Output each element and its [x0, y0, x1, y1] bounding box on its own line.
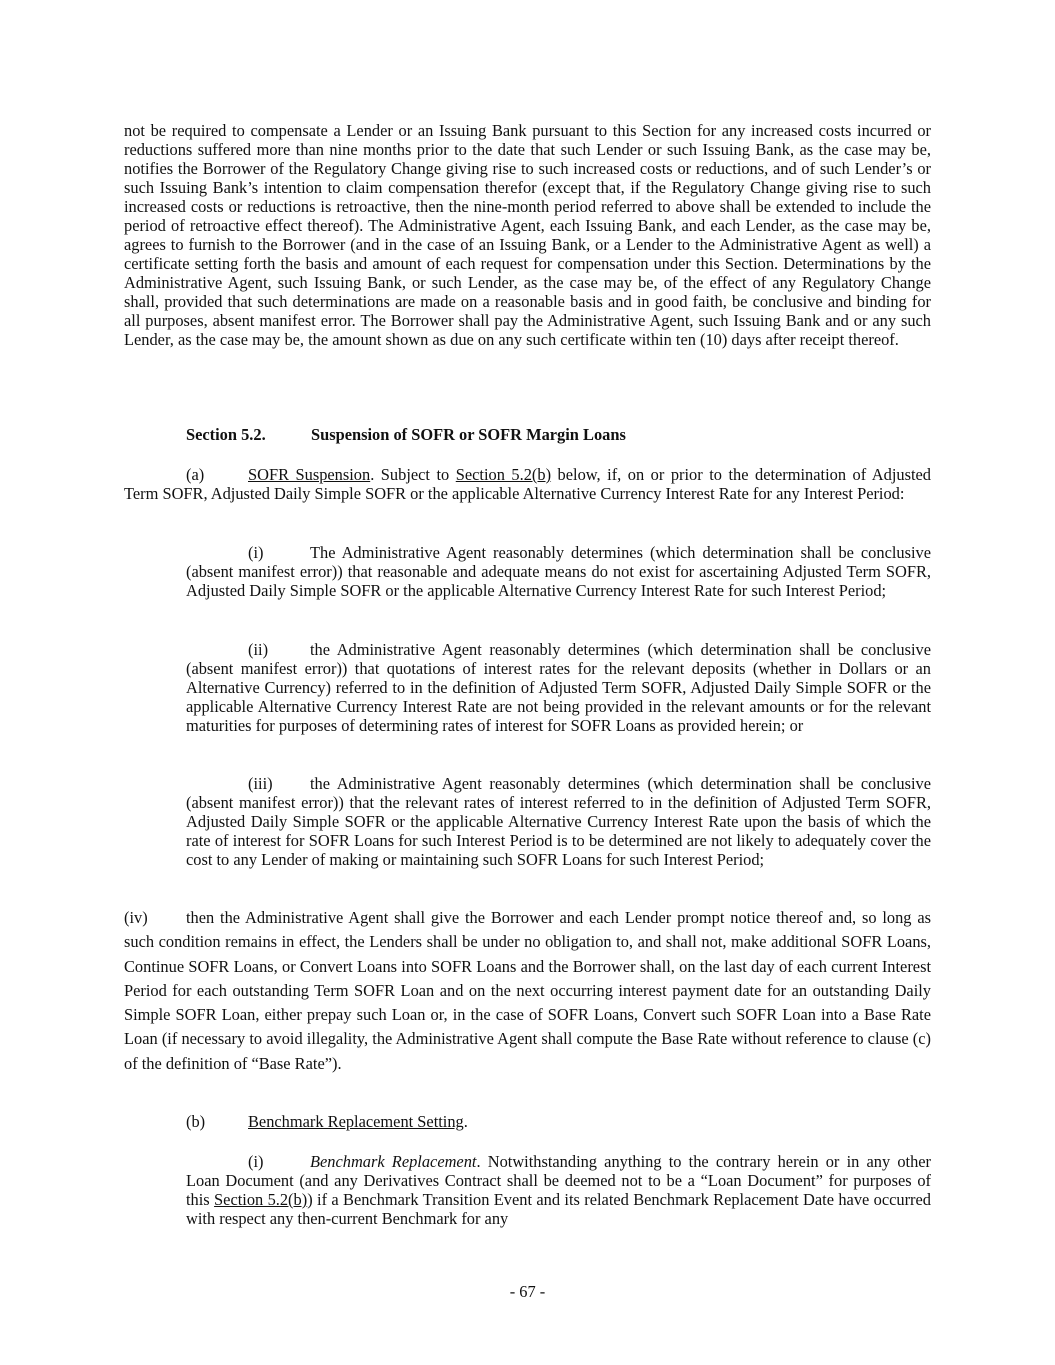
subclause-b-i	[186, 1152, 931, 1228]
subclause-i	[186, 543, 931, 600]
subclause-b-i-lead: . Notwithstanding anything to the contrary herein or in any other Loan Document (and any Derivatives Contract shall be deemed not to be a “Loan Document” for purposes of this	[186, 1152, 932, 1209]
subclause-b-i-number: (i)	[248, 1152, 264, 1171]
cross-reference-link: Section 5.2(b)	[214, 1190, 308, 1209]
subclause-iv-number: (iv)	[124, 908, 148, 927]
paragraph-compensation-continued	[124, 121, 931, 349]
page-number: - 67 -	[509, 1282, 546, 1301]
subclause-iii-text: the Administrative Agent reasonably determines (which determination shall be conclusive (absent manifest error)) that the relevant rates of interest referred to in the definition of Adjusted Term SOFR, Adjusted Daily Simple SOFR or the applicable Alternative Currency Interest Rate upon the basis of which the rate of interest for SOFR Loans for such Interest Period is to be determined are not likely to adequately cover the cost to any Lender of making or maintaining such SOFR Loans for such Interest Period;	[186, 774, 931, 869]
clause-a	[124, 465, 931, 503]
clause-b-period: .	[463, 1112, 468, 1131]
subclause-i-text: The Administrative Agent reasonably determines (which determination shall be conclusive (absent manifest error)) that reasonable and adequate means do not exist for ascertaining Adjusted Term SOFR, Adjusted Daily Simple SOFR or the applicable Alternative Currency Interest Rate for such Interest Period;	[186, 543, 931, 600]
subclause-iii-number: (iii)	[248, 774, 273, 793]
section-title: Suspension of SOFR or SOFR Margin Loans	[311, 425, 626, 444]
clause-a-number: (a)	[186, 465, 205, 484]
clause-a-title: SOFR Suspension	[248, 465, 371, 484]
subclause-iv-text: then the Administrative Agent shall give the Borrower and each Lender prompt notice thereof and, so long as such condition remains in effect, the Lenders shall be under no obligation to, and shall not, make additional SOFR Loans, Continue SOFR Loans, or Convert Loans into SOFR Loans and the Borrower shall, on the last day of each current Interest Period for each outstanding Term SOFR Loan and on the next occurring interest payment date for an outstanding Daily Simple SOFR Loan, either prepay such Loan or, in the case of SOFR Loans, Convert such SOFR Loan into a Base Rate Loan (if necessary to avoid illegality, the Administrative Agent shall compute the Base Rate without reference to clause (c) of the definition of “Base Rate”).	[124, 908, 931, 1073]
subclause-iv	[124, 906, 931, 1076]
section-heading	[186, 425, 626, 444]
cross-reference-link: Section 5.2(b)	[455, 465, 552, 484]
clause-b-number: (b)	[186, 1112, 206, 1131]
subclause-b-i-title: Benchmark Replacement	[310, 1152, 477, 1171]
paragraph-text: not be required to compensate a Lender or an Issuing Bank pursuant to this Section for any increased costs incurred or reductions suffered more than nine months prior to the date that such Lender or such Issuing Bank, as the case may be, notifies the Borrower of the Regulatory Change giving rise to such increased costs or reductions, and of such Lender’s or such Issuing Bank’s intention to claim compensation therefor (except that, if the Regulatory Change giving rise to such increased costs or reductions is retroactive, then the nine-month period referred to above shall be extended to include the period of retroactive effect thereof). The Administrative Agent, each Issuing Bank, and each Lender, as the case may be, agrees to furnish to the Borrower (and in the case of an Issuing Bank, or a Lender to the Administrative Agent as well) a certificate setting forth the basis and amount of each request for compensation under this Section. Determinations by the Administrative Agent, such Issuing Bank, or such Lender, as the case may be, of the effect of any Regulatory Change shall, provided that such determinations are made on a reasonable basis and in good faith, be conclusive and binding for all purposes, absent manifest error. The Borrower shall pay the Administrative Agent, such Issuing Bank and or any such Lender, as the case may be, the amount shown as due on any such certificate within ten (10) days after receipt thereof.	[124, 121, 931, 349]
subclause-ii	[186, 640, 931, 735]
subclause-ii-text: the Administrative Agent reasonably determines (which determination shall be conclusive (absent manifest error)) that quotations of interest rates for the relevant deposits (whether in Dollars or an Alternative Currency) referred to in the definition of Adjusted Term SOFR, Adjusted Daily Simple SOFR or the applicable Alternative Currency Interest Rate are not being provided in the relevant amounts or for the relevant maturities for purposes of determining rates of interest for SOFR Loans as provided herein; or	[186, 640, 931, 735]
subclause-ii-number: (ii)	[248, 640, 269, 659]
clause-b	[124, 1112, 931, 1131]
subclause-iii	[186, 774, 931, 869]
clause-a-text: below, if, on or prior to the determination of Adjusted Term SOFR, Adjusted Daily Simple SOFR or the applicable Alternative Currency Interest Rate for any Interest Period:	[124, 465, 931, 503]
section-number: Section 5.2.	[186, 425, 266, 444]
subclause-b-i-text: ) if a Benchmark Transition Event and its related Benchmark Replacement Date have occurred with respect any then-current Benchmark for any	[186, 1190, 931, 1228]
clause-a-lead: . Subject to	[370, 465, 456, 484]
subclause-i-number: (i)	[248, 543, 264, 562]
clause-b-title: Benchmark Replacement Setting	[248, 1112, 464, 1131]
